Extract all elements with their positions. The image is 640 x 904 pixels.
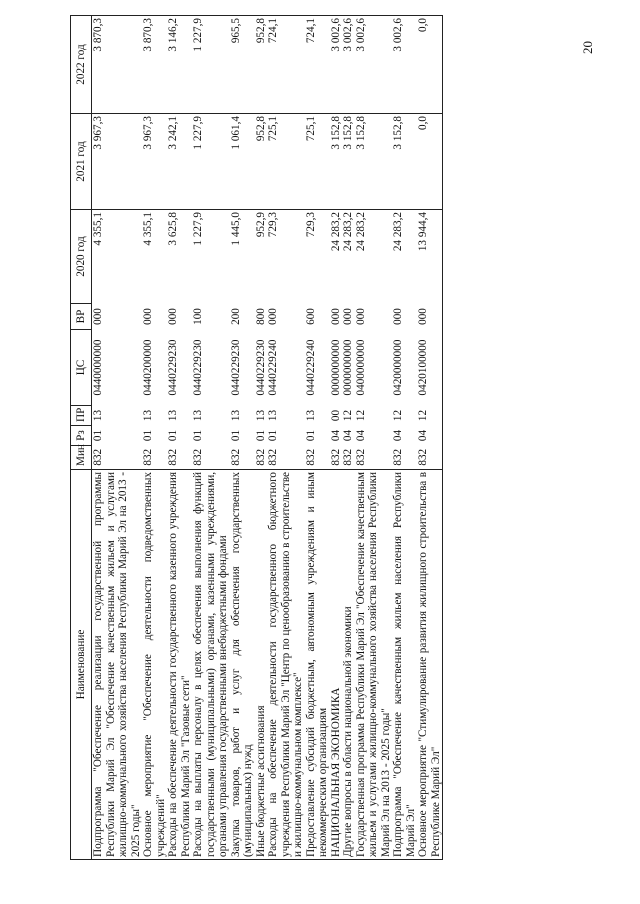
row-amount-2021: 0,0 xyxy=(417,114,443,210)
row-rz: 04 xyxy=(354,429,367,442)
row-min: 832 xyxy=(142,448,154,466)
row-amount-2021: 3 152,8 xyxy=(330,114,343,210)
row-cs: 0000000000 xyxy=(342,339,354,396)
row-vr: 100 xyxy=(192,308,204,325)
header-2021: 2021 год xyxy=(71,114,92,210)
header-pr: ПР xyxy=(71,406,92,426)
table-row xyxy=(305,16,330,860)
row-pr: 12 xyxy=(342,409,354,422)
table-row xyxy=(92,16,143,860)
row-cs: 0440229230 xyxy=(192,339,204,396)
row-amount-2021: 725,1 xyxy=(267,114,305,210)
row-vr: 000 xyxy=(167,308,179,325)
row-amount-2021: 725,1 xyxy=(305,114,330,210)
row-amount-2020: 1 445,0 xyxy=(230,210,255,304)
row-rz: 04 xyxy=(329,429,342,442)
row-pr: 13 xyxy=(229,409,242,422)
row-amount-2021: 952,8 xyxy=(255,114,268,210)
row-rz: 01 xyxy=(192,429,204,442)
row-amount-2020: 729,3 xyxy=(267,210,305,304)
row-name: Предоставление субсидий бюджетным, автономным учреждениям и иным некоммерческим организациям xyxy=(305,470,330,860)
row-vr: 000 xyxy=(92,308,104,325)
row-vr: 600 xyxy=(304,308,317,325)
row-name: Расходы на обеспечение деятельности государственного казенного учреждения Республики Марий Эл "Газовые сети" xyxy=(167,470,192,860)
row-min: 832 xyxy=(167,448,179,466)
row-min: 832 xyxy=(342,448,354,466)
row-pr: 13 xyxy=(92,409,104,422)
row-amount-2021: 3 152,8 xyxy=(355,114,393,210)
row-name: Другие вопросы в области национальной экономики xyxy=(342,470,355,860)
row-amount-2020: 729,3 xyxy=(305,210,330,304)
row-amount-2022: 952,8 xyxy=(255,16,268,114)
table-row xyxy=(167,16,192,860)
row-amount-2022: 1 227,9 xyxy=(192,16,230,114)
row-amount-2022: 3 002,6 xyxy=(355,16,393,114)
row-rz: 01 xyxy=(254,429,267,442)
row-pr: 13 xyxy=(167,409,179,422)
row-vr: 000 xyxy=(417,304,443,330)
row-amount-2020: 952,9 xyxy=(255,210,268,304)
row-cs: 0440229240 xyxy=(304,339,317,396)
table-row xyxy=(392,16,417,860)
row-amount-2021: 1 227,9 xyxy=(192,114,230,210)
header-rz: Рз xyxy=(71,426,92,446)
row-amount-2021: 3 967,3 xyxy=(92,114,143,210)
row-min: 832 xyxy=(254,448,267,466)
row-pr: 00 xyxy=(329,409,342,422)
row-amount-2022: 724,1 xyxy=(305,16,330,114)
row-name: Подпрограмма "Обеспечение реализации государственной программы Республики Марий Эл "Обеспечение качественным жильем и услугами жилищно-коммунального хозяйства населения Республики Марий Эл на 2013 - 2025 годы" xyxy=(92,470,143,860)
row-cs: 0440000000 xyxy=(92,339,104,396)
row-name: Расходы на выплаты персоналу в целях обеспечения выполнения функций государственными (муниципальными) органами, казенными учреждениями, органами управления государственными внебюджетными фондами xyxy=(192,470,230,860)
row-min: 832 xyxy=(267,448,279,466)
row-amount-2022: 965,5 xyxy=(230,16,255,114)
budget-table xyxy=(70,15,443,860)
row-rz: 01 xyxy=(267,429,279,442)
row-amount-2020: 1 227,9 xyxy=(192,210,230,304)
row-rz: 01 xyxy=(142,429,154,442)
row-amount-2021: 3 152,8 xyxy=(342,114,355,210)
row-min: 832 xyxy=(229,448,242,466)
row-pr: 13 xyxy=(304,409,317,422)
row-amount-2022: 3 002,6 xyxy=(342,16,355,114)
row-rz: 04 xyxy=(342,429,354,442)
row-amount-2022: 0,0 xyxy=(417,16,443,114)
table-row xyxy=(255,16,268,860)
row-amount-2022: 724,1 xyxy=(267,16,305,114)
table-row xyxy=(230,16,255,860)
table-header-row xyxy=(71,16,92,860)
row-min: 832 xyxy=(92,448,104,466)
row-vr: 000 xyxy=(329,308,342,325)
header-cs: ЦС xyxy=(71,330,92,406)
row-pr: 12 xyxy=(417,406,443,426)
row-amount-2020: 4 355,1 xyxy=(92,210,143,304)
row-cs: 0440229230 xyxy=(254,339,267,396)
row-amount-2020: 13 944,4 xyxy=(417,210,443,304)
row-cs: 0440200000 xyxy=(142,339,154,396)
table-row xyxy=(355,16,393,860)
row-cs: 0440229230 xyxy=(229,339,242,396)
row-rz: 01 xyxy=(167,429,179,442)
row-cs: 0400000000 xyxy=(354,339,367,396)
page-number: 20 xyxy=(580,41,595,54)
row-min: 832 xyxy=(304,448,317,466)
row-min: 832 xyxy=(329,448,342,466)
row-name: Подпрограмма "Обеспечение качественным жильем населения Республики Марий Эл" xyxy=(392,470,417,860)
row-vr: 200 xyxy=(229,308,242,325)
row-vr: 000 xyxy=(354,308,367,325)
row-amount-2021: 1 061,4 xyxy=(230,114,255,210)
row-name: Расходы на обеспечение деятельности государственного бюджетного учреждения Республики Марий Эл "Центр по ценообразованию в строительстве и жилищно-коммунальном комплексе" xyxy=(267,470,305,860)
row-cs: 0440229240 xyxy=(267,339,279,396)
row-amount-2022: 3 146,2 xyxy=(167,16,192,114)
row-rz: 01 xyxy=(92,429,104,442)
header-vr: ВР xyxy=(71,304,92,330)
row-vr: 000 xyxy=(392,308,404,325)
row-rz: 04 xyxy=(417,426,443,446)
table-row xyxy=(192,16,230,860)
row-pr: 13 xyxy=(267,409,279,422)
row-amount-2020: 24 283,2 xyxy=(342,210,355,304)
row-min: 832 xyxy=(192,448,204,466)
row-pr: 13 xyxy=(254,409,267,422)
row-pr: 13 xyxy=(192,409,204,422)
row-amount-2022: 3 002,6 xyxy=(392,16,417,114)
row-rz: 01 xyxy=(304,429,317,442)
row-min: 832 xyxy=(417,446,443,470)
row-pr: 13 xyxy=(142,409,154,422)
row-amount-2021: 3 152,8 xyxy=(392,114,417,210)
table-row xyxy=(417,16,443,860)
row-amount-2022: 3 870,3 xyxy=(92,16,143,114)
row-min: 832 xyxy=(392,448,404,466)
row-min: 832 xyxy=(354,448,367,466)
table-row xyxy=(267,16,305,860)
row-name: НАЦИОНАЛЬНАЯ ЭКОНОМИКА xyxy=(330,470,343,860)
row-amount-2020: 4 355,1 xyxy=(142,210,167,304)
header-2022: 2022 год xyxy=(71,16,92,114)
row-amount-2020: 24 283,2 xyxy=(330,210,343,304)
row-rz: 04 xyxy=(392,429,404,442)
row-cs: 0440229230 xyxy=(167,339,179,396)
row-vr: 000 xyxy=(142,308,154,325)
row-amount-2020: 3 625,8 xyxy=(167,210,192,304)
row-amount-2022: 3 870,3 xyxy=(142,16,167,114)
header-2020: 2020 год xyxy=(71,210,92,304)
header-name: Наименование xyxy=(71,470,92,860)
row-amount-2020: 24 283,2 xyxy=(355,210,393,304)
row-vr: 000 xyxy=(342,308,354,325)
table-row xyxy=(142,16,167,860)
row-cs: 0420000000 xyxy=(392,339,404,396)
row-name: Основное мероприятие "Обеспечение деятельности подведомственных учреждений" xyxy=(142,470,167,860)
row-name: Закупка товаров, работ и услуг для обеспечения государственных (муниципальных) нужд xyxy=(230,470,255,860)
header-min: Мин xyxy=(71,446,92,470)
row-vr: 800 xyxy=(254,308,267,325)
row-rz: 01 xyxy=(229,429,242,442)
table-row xyxy=(342,16,355,860)
row-name: Иные бюджетные ассигнования xyxy=(255,470,268,860)
row-cs: 0000000000 xyxy=(329,339,342,396)
row-amount-2022: 3 002,6 xyxy=(330,16,343,114)
row-pr: 12 xyxy=(392,409,404,422)
table-row xyxy=(330,16,343,860)
table-body xyxy=(92,16,443,860)
row-vr: 000 xyxy=(267,308,279,325)
row-amount-2021: 3 242,1 xyxy=(167,114,192,210)
row-amount-2020: 24 283,2 xyxy=(392,210,417,304)
row-cs: 0420100000 xyxy=(417,330,443,406)
row-amount-2021: 3 967,3 xyxy=(142,114,167,210)
row-pr: 12 xyxy=(354,409,367,422)
row-name: Государственная программа Республики Марий Эл "Обеспечение качественным жильем и услугами жилищно-коммунального хозяйства населения Республики Марий Эл на 2013 - 2025 годы" xyxy=(355,470,393,860)
row-name: Основное мероприятие "Стимулирование развития жилищного строительства в Республике Марий Эл" xyxy=(417,470,443,860)
